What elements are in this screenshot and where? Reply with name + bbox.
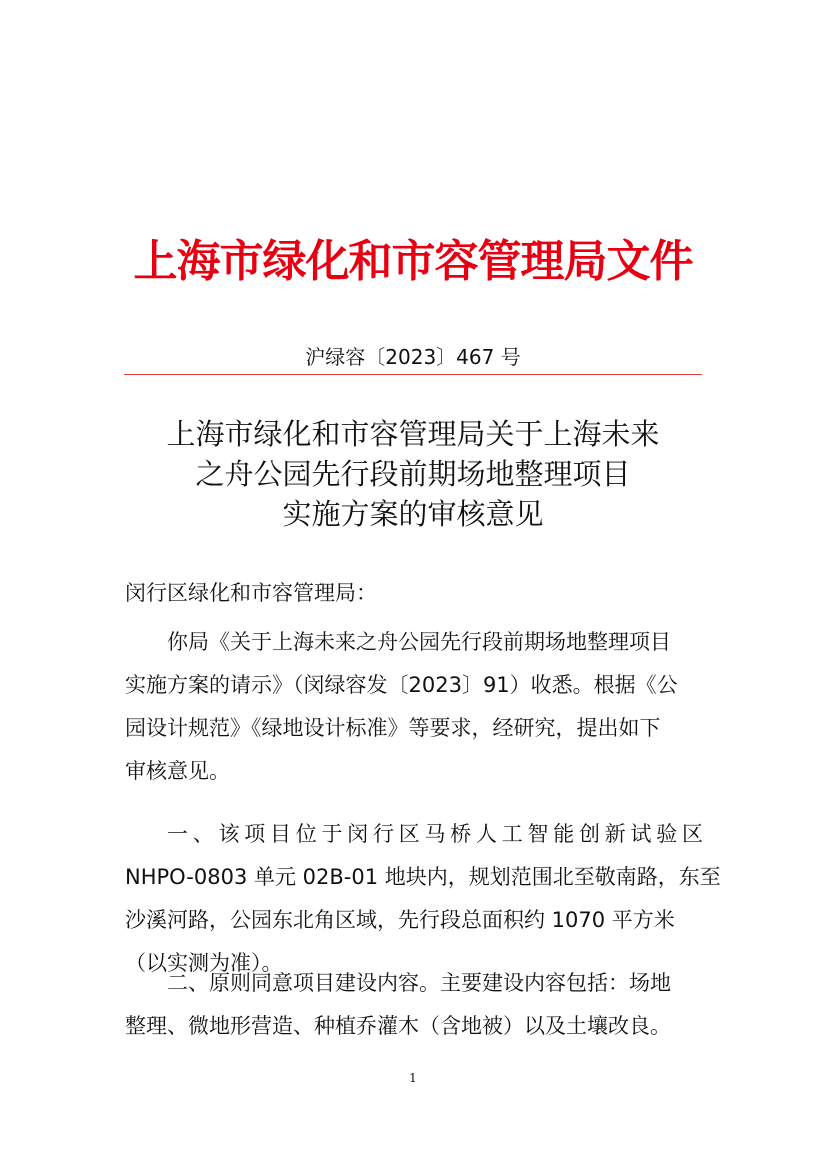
subject-line: 之舟公园先行段前期场地整理项目 — [195, 457, 631, 491]
paragraph-line: NHPO-0803 单元 02B-01 地块内，规划范围北至敬南路，东至 — [125, 865, 721, 889]
paragraph-line: 整理、微地形营造、种植乔灌木（含地被）以及土壤改良。 — [125, 1014, 671, 1038]
paragraph-line: 实施方案的请示》（闵绿容发〔2023〕91）收悉。根据《公 — [125, 673, 678, 697]
page-number: 1 — [409, 1071, 417, 1085]
paragraph-line: （以实测为准）。 — [125, 951, 283, 975]
recipient-line: 闵行区绿化和市容管理局： — [125, 581, 377, 605]
paragraph-item-1 — [125, 813, 721, 985]
header-divider — [124, 374, 702, 375]
document-header-title: 上海市绿化和市容管理局文件 — [133, 236, 693, 287]
paragraph-line: 你局《关于上海未来之舟公园先行段前期场地整理项目 — [167, 630, 671, 654]
subject-line: 上海市绿化和市容管理局关于上海未来 — [166, 417, 660, 451]
paragraph-intro — [125, 621, 703, 793]
subject-line: 实施方案的审核意见 — [282, 497, 544, 531]
document-number: 沪绿容〔2023〕467 号 — [305, 345, 521, 369]
document-subject — [0, 414, 826, 534]
paragraph-line: 二、原则同意项目建设内容。主要建设内容包括：场地 — [167, 971, 671, 995]
paragraph-line: 沙溪河路，公园东北角区域，先行段总面积约 1070 平方米 — [125, 908, 675, 932]
paragraph-line: 园设计规范》《绿地设计标准》等要求，经研究，提出如下 — [125, 716, 661, 740]
paragraph-line: 一、该项目位于闵行区马桥人工智能创新试验区 — [167, 822, 703, 846]
paragraph-line: 审核意见。 — [125, 759, 230, 783]
paragraph-item-2 — [125, 962, 703, 1048]
